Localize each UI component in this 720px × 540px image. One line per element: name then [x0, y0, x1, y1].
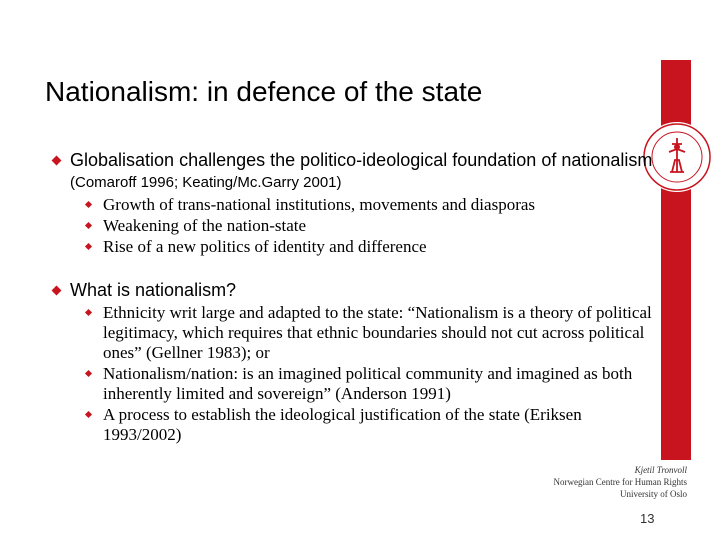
sub-bullet-text: Nationalism/nation: is an imagined political community and imagined as both inherently limited and sovereign” (Anderson 1991) — [103, 364, 633, 403]
bullet-diamond-icon — [85, 243, 92, 250]
author-org: Norwegian Centre for Human Rights — [553, 477, 687, 487]
sub-bullet — [48, 195, 663, 215]
bullet-what-is-nationalism — [48, 280, 663, 301]
bullet-globalisation — [48, 150, 663, 193]
bullet-text: What is nationalism? — [70, 280, 237, 300]
slide-title: Nationalism: in defence of the state — [45, 76, 483, 107]
sub-bullet — [48, 237, 663, 257]
slide-body — [48, 150, 663, 445]
bullet-diamond-icon — [52, 156, 62, 166]
sub-list — [48, 303, 663, 445]
author-name: Kjetil Tronvoll — [634, 465, 687, 475]
bullet-diamond-icon — [85, 222, 92, 229]
sub-bullet — [48, 216, 663, 236]
sub-bullet — [48, 364, 663, 404]
sub-bullet — [48, 405, 663, 445]
sub-list — [48, 195, 663, 257]
author-university: University of Oslo — [620, 489, 687, 499]
sub-bullet — [48, 303, 663, 363]
page-number: 13 — [640, 511, 655, 526]
sub-bullet-text: A process to establish the ideological justification of the state (Eriksen 1993/2002) — [103, 405, 582, 444]
bullet-diamond-icon — [85, 309, 92, 316]
bullet-text: Globalisation challenges the politico-ideological foundation of nationalism — [70, 150, 653, 170]
sub-bullet-text: Weakening of the nation-state — [103, 216, 307, 235]
slide-footer — [554, 464, 687, 500]
bullet-diamond-icon — [52, 286, 62, 296]
sub-bullet-text: Ethnicity writ large and adapted to the state: “Nationalism is a theory of political legitimacy, which requires that ethnic boundaries should not cut across political ones” (Gellner 1983); or — [103, 303, 652, 362]
bullet-diamond-icon — [85, 411, 92, 418]
bullet-diamond-icon — [85, 201, 92, 208]
bullet-diamond-icon — [85, 370, 92, 377]
accent-bar — [661, 60, 691, 460]
bullet-citation: (Comaroff 1996; Keating/Mc.Garry 2001) — [70, 174, 342, 191]
sub-bullet-text: Growth of trans-national institutions, movements and diasporas — [103, 195, 536, 214]
sub-bullet-text: Rise of a new politics of identity and difference — [103, 237, 427, 256]
